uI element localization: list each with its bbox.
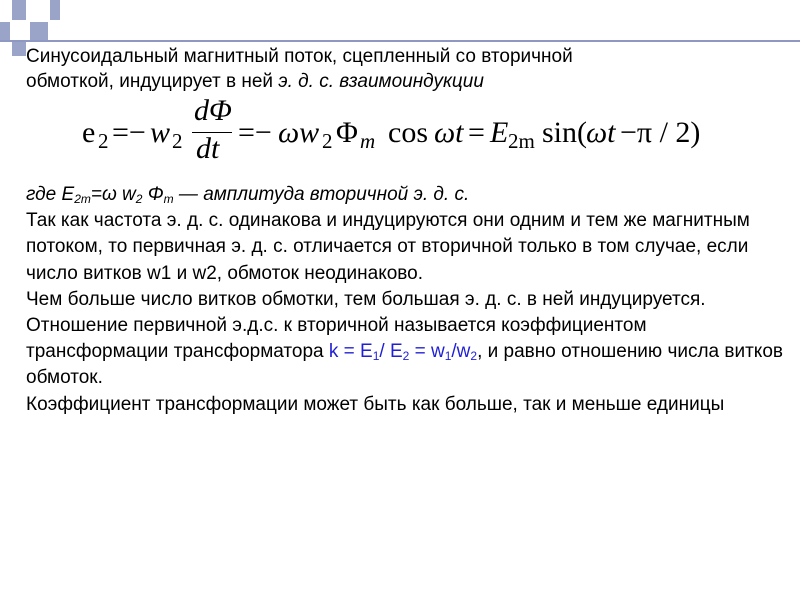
formula-phi-sub: m: [360, 129, 376, 153]
paragraph-frequency: Так как частота э. д. с. одинакова и индуцируются они одним и тем же магнитным потоком, то первичная э. д. с. отличается от вторичной только в том случае, если число витков w1 и w2, обмоток неодинаково.: [26, 210, 750, 284]
formula-omega-w: ωw: [278, 116, 320, 149]
formula-eq-minus-1: =−: [112, 116, 146, 149]
formula-w-sub: 2: [172, 129, 183, 153]
ratio-sub-1: 1: [372, 349, 380, 364]
ratio-k3: = w: [409, 341, 445, 363]
body-text: [26, 182, 786, 418]
amplitude-definition: [26, 182, 786, 208]
ratio-k: k = E: [328, 341, 373, 363]
deco-square: [30, 22, 48, 40]
amp-pre: где E: [26, 184, 75, 205]
paragraph-turns: Чем больше число витков обмотки, тем большая э. д. с. в ней индуцируется.: [26, 288, 706, 310]
formula-E-sub: 2m: [508, 129, 535, 153]
amp-sub-3: m: [163, 192, 174, 206]
formula-eq-minus-2: =−: [238, 116, 272, 149]
formula-w2-sub: 2: [322, 129, 333, 153]
formula-sin: sin(: [542, 116, 587, 149]
paragraph-ratio: [26, 313, 786, 392]
ratio-formula: [329, 341, 477, 362]
ratio-sub-3: 1: [444, 349, 452, 364]
formula-numerator: dΦ: [194, 94, 232, 127]
formula-lhs-sub: 2: [98, 129, 109, 153]
amp-phi: Φ: [142, 184, 164, 205]
ratio-sub-4: 2: [470, 349, 478, 364]
ratio-pre: Отношение первичной э.д.с. к вторичной называется коэффициентом трансформации трансформатора: [26, 315, 647, 363]
ratio-k2: / E: [379, 341, 403, 363]
intro-line-2-italic: э. д. с. взаимоиндукции: [278, 71, 484, 92]
intro-line-2: [26, 69, 746, 94]
amp-post: — амплитуда вторичной э. д. с.: [173, 184, 470, 205]
amp-sub-2: 2: [135, 192, 143, 206]
ratio-post: , и равно отношению числа витков обмоток.: [26, 341, 783, 389]
emf-formula: [82, 94, 782, 168]
formula-cos: cos: [388, 116, 428, 149]
intro-line-2-plain: обмоткой, индуцирует в ней: [26, 71, 279, 92]
formula-sin-arg: ωt: [586, 116, 616, 149]
intro-line-1: Синусоидальный магнитный поток, сцепленный со вторичной: [26, 46, 573, 67]
formula-w: w: [150, 116, 171, 149]
formula-eq-3: =: [468, 116, 485, 149]
intro-text: [26, 44, 746, 94]
formula-omega-t: ωt: [434, 116, 464, 149]
formula-denominator: dt: [196, 132, 220, 165]
amp-mid: =ω w: [90, 184, 136, 205]
formula-lhs: e: [82, 116, 96, 149]
deco-square: [12, 0, 26, 20]
deco-square: [12, 42, 26, 56]
formula-sin-rest: −π / 2): [620, 116, 701, 149]
ratio-sub-2: 2: [402, 349, 410, 364]
deco-rule: [0, 40, 800, 42]
deco-square: [50, 0, 60, 20]
formula-phi: Φ: [336, 116, 358, 149]
deco-square: [0, 22, 10, 40]
paragraph-coefficient: Коэффициент трансформации может быть как больше, так и меньше единицы: [26, 393, 725, 415]
formula-E: E: [490, 116, 509, 149]
amp-sub-1: 2m: [74, 192, 91, 206]
ratio-k4: /w: [451, 341, 471, 363]
